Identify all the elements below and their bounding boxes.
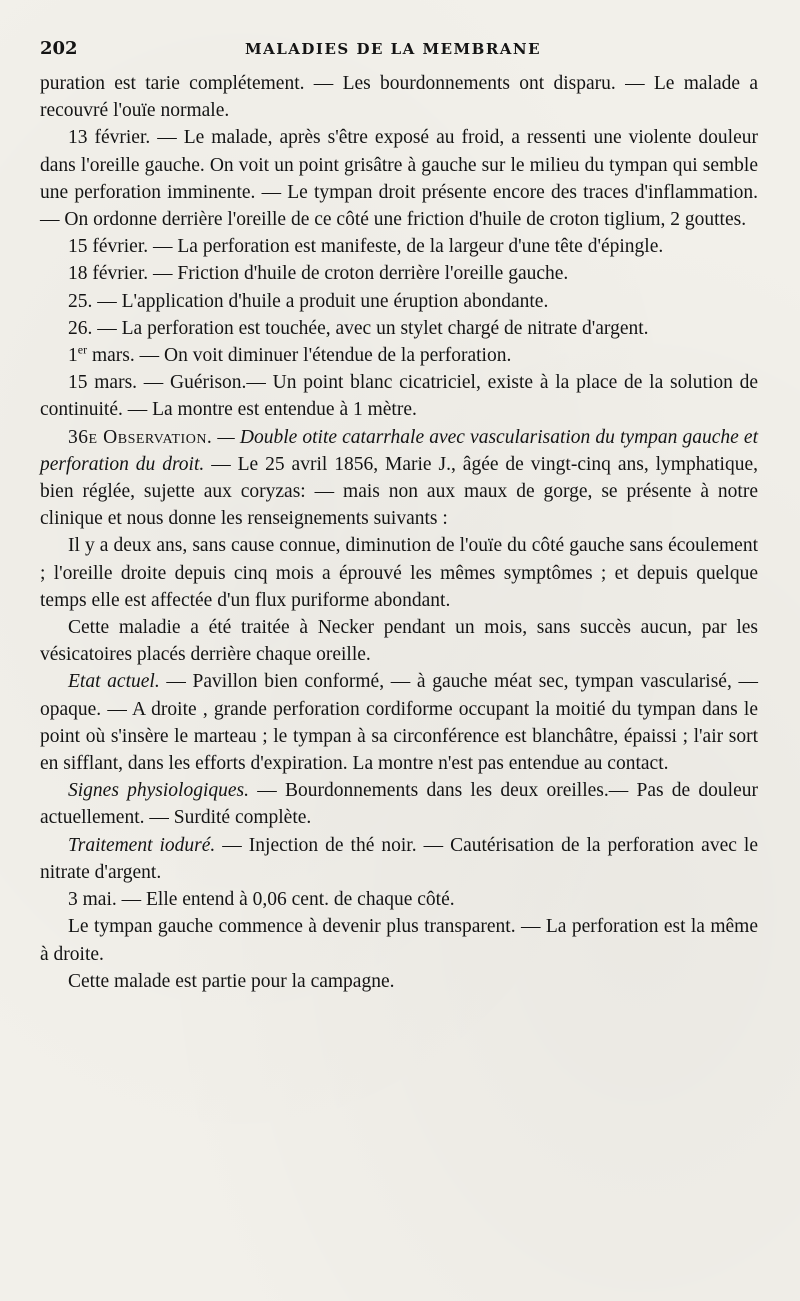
paragraph: Signes physiologiques. — Bourdonnements dans les deux oreilles.— Pas de douleur actuellement. — Surdité complète. bbox=[40, 780, 758, 829]
paragraph: 3 mai. — Elle entend à 0,06 cent. de chaque côté. bbox=[68, 889, 455, 911]
page-number: 202 bbox=[40, 38, 78, 59]
paragraph: 15 février. — La perforation est manifeste, de la largeur d'une tête d'épingle. bbox=[68, 236, 664, 258]
page-header bbox=[40, 36, 758, 70]
observation-title: — Double otite catarrhale avec vascularisation du tympan gauche et perforation du droit. bbox=[40, 426, 758, 475]
paragraph: 13 février. — Le malade, après s'être exposé au froid, a ressenti une violente douleur dans l'oreille gauche. On voit un point grisâtre à gauche sur le milieu du tympan qui semble une perforation imminente. — Le tympan droit présente encore des traces d'inflammation. — On ordonne derrière l'oreille de ce côté une friction d'huile de croton tiglium, 2 gouttes. bbox=[40, 127, 758, 231]
superscript: er bbox=[77, 342, 88, 357]
paragraph: 25. — L'application d'huile a produit une éruption abondante. bbox=[68, 290, 549, 312]
section-lead: Signes physiologiques. bbox=[68, 780, 250, 802]
paragraph: Il y a deux ans, sans cause connue, diminution de l'ouïe du côté gauche sans écoulement ; l'oreille droite depuis cinq mois a éprouvé les mêmes symptômes ; et depuis quelque temps elle est affectée d'un flux puriforme abondant. bbox=[40, 535, 758, 611]
observation-label: 36e Observation. bbox=[68, 426, 213, 448]
observation-paragraph: 36e Observation. — Double otite catarrhale avec vascularisation du tympan gauche et perforation du droit. — Le 25 avril 1856, Marie J., âgée de vingt-cinq ans, lymphatique, bien réglée, sujette aux coryzas: — mais non aux maux de gorge, se présente à notre clinique et nous donne les renseignements suivants : bbox=[40, 426, 758, 530]
section-lead: Etat actuel. bbox=[68, 671, 160, 693]
body-text bbox=[40, 70, 758, 995]
paragraph: Le tympan gauche commence à devenir plus transparent. — La perforation est la même à droite. bbox=[40, 916, 758, 965]
paragraph: Traitement ioduré. — Injection de thé noir. — Cautérisation de la perforation avec le nitrate d'argent. bbox=[40, 834, 758, 883]
paragraph: 15 mars. — Guérison.— Un point blanc cicatriciel, existe à la place de la solution de continuité. — La montre est entendue à 1 mètre. bbox=[40, 372, 758, 421]
paragraph: Cette malade est partie pour la campagne. bbox=[68, 970, 395, 992]
paragraph: 18 février. — Friction d'huile de croton derrière l'oreille gauche. bbox=[68, 263, 569, 285]
paragraph: 1er mars. — On voit diminuer l'étendue de la perforation. bbox=[68, 342, 512, 367]
paragraph: puration est tarie complétement. — Les bourdonnements ont disparu. — Le malade a recouvré l'ouïe normale. bbox=[40, 73, 758, 122]
running-title: MALADIES DE LA MEMBRANE bbox=[245, 40, 542, 58]
paragraph: Etat actuel. — Pavillon bien conformé, — à gauche méat sec, tympan vascularisé, — opaque. — A droite , grande perforation cordiforme occupant la moitié du tympan dans le point où s'insère le marteau ; le tympan à sa circonférence est blanchâtre, épaissi ; l'air sort en sifflant, dans les efforts d'expiration. La montre n'est pas entendue au contact. bbox=[40, 671, 758, 775]
section-lead: Traitement ioduré. bbox=[68, 834, 216, 856]
paragraph: Cette maladie a été traitée à Necker pendant un mois, sans succès aucun, par les vésicatoires placés derrière chaque oreille. bbox=[40, 617, 758, 666]
paragraph: 26. — La perforation est touchée, avec un stylet chargé de nitrate d'argent. bbox=[68, 317, 649, 339]
